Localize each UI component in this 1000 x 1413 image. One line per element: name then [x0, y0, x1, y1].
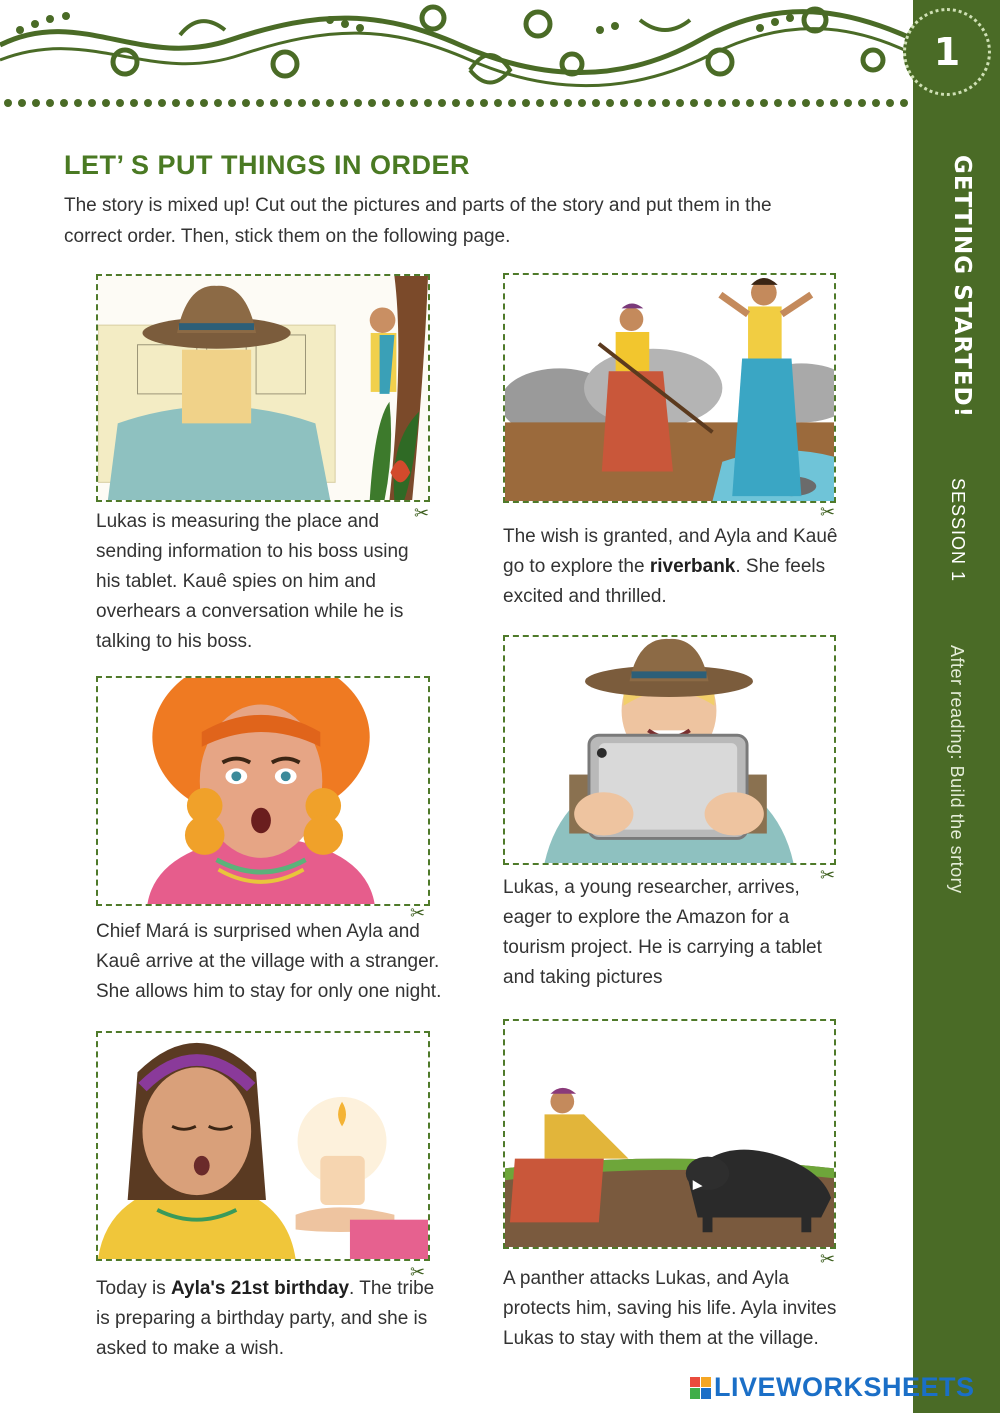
story-caption-6[interactable]: A panther attacks Lukas, and Ayla protects him, saving his life. Ayla invites Lukas to stay with them at the village.	[503, 1268, 837, 1349]
session-number: 1	[933, 30, 961, 74]
scissors-icon: ✂	[410, 903, 426, 923]
story-picture-riverbank[interactable]	[503, 273, 836, 503]
sidebar-subtitle: After reading: Build the srtory	[947, 645, 967, 894]
story-caption-3[interactable]: Chief Mará is surprised when Ayla and Kauê arrive at the village with a stranger. She allows him to stay for only one night.	[96, 921, 442, 1002]
story-picture-chief-mara[interactable]	[96, 676, 430, 906]
caption-text: Today is	[96, 1278, 171, 1299]
scissors-icon: ✂	[820, 865, 836, 885]
story-caption-2[interactable]	[503, 522, 843, 612]
caption-bold-text: riverbank	[649, 556, 736, 577]
session-number-badge	[903, 8, 991, 96]
caption-text: The wish is granted, and Ayla and Kauê go to explore the	[503, 526, 838, 577]
instructions: The story is mixed up! Cut out the pictures and parts of the story and put them in the correct order. Then, stick them on the following page.	[64, 195, 772, 247]
caption-text: . The tribe is preparing a birthday party, and she is asked to make a wish.	[96, 1278, 435, 1359]
caption-text: . She feels excited and thrilled.	[503, 556, 826, 607]
scissors-icon: ✂	[414, 503, 430, 523]
page-title: LET’ S PUT THINGS IN ORDER	[64, 150, 471, 180]
scissors-icon: ✂	[410, 1262, 426, 1282]
scissors-icon: ✂	[820, 1249, 836, 1269]
liveworksheets-logo-icon	[690, 1377, 710, 1399]
liveworksheets-logo[interactable]	[690, 1372, 975, 1403]
scissors-icon: ✂	[820, 502, 836, 522]
story-caption-4[interactable]: Lukas, a young researcher, arrives, eager to explore the Amazon for a tourism project. He is carrying a tablet and taking pictures	[503, 877, 822, 988]
story-picture-lukas-tablet[interactable]	[503, 635, 836, 865]
story-picture-panther[interactable]	[503, 1019, 836, 1249]
story-caption-5[interactable]	[96, 1274, 446, 1364]
caption-bold-text: Ayla's 21st birthday	[170, 1278, 350, 1299]
story-caption-1[interactable]: Lukas is measuring the place and sending information to his boss using his tablet. Kauê spies on him and overhears a conversation while he is talking to his boss.	[96, 511, 409, 652]
decorative-border	[0, 0, 915, 115]
story-picture-lukas-map[interactable]	[96, 274, 430, 502]
liveworksheets-logo-text: LIVEWORKSHEETS	[714, 1372, 975, 1402]
sidebar-session-label: SESSION 1	[948, 478, 968, 583]
sidebar-heading: GETTING STARTED!	[949, 155, 975, 419]
story-picture-ayla-birthday[interactable]	[96, 1031, 430, 1261]
